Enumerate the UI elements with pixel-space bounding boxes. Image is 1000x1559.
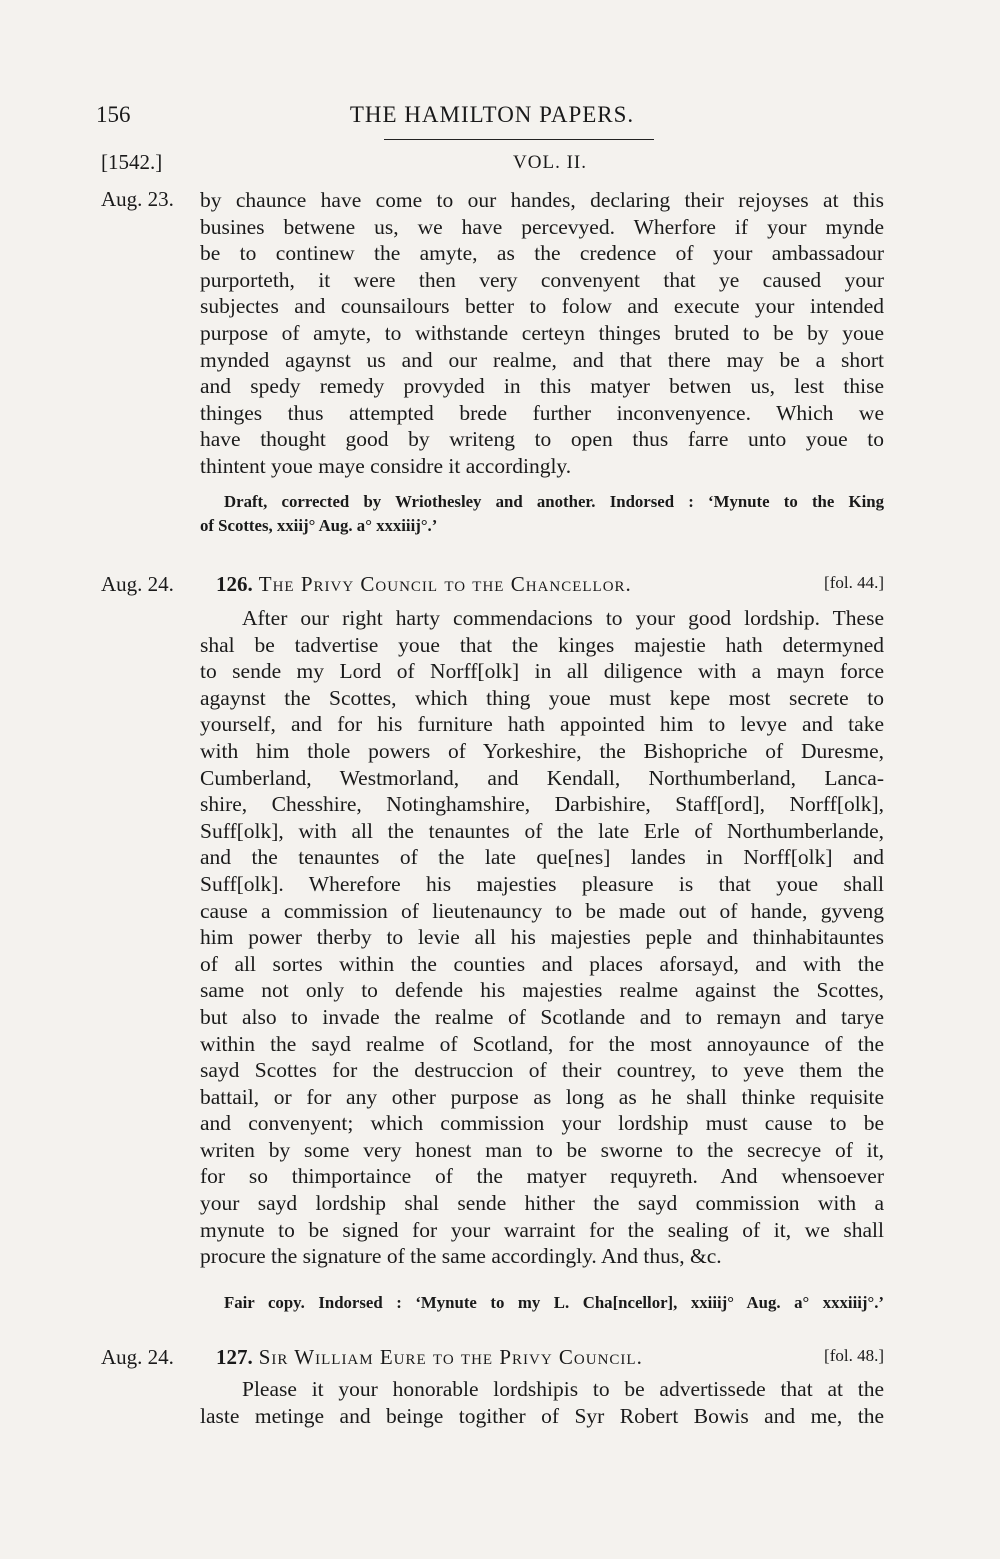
letter-text — [200, 1376, 884, 1429]
note-line: Draft, corrected by Wriothesley and another. Indorsed : ‘Mynute to the King — [224, 492, 884, 511]
document-number: 126. — [216, 572, 253, 596]
text-line: of all sortes within the counties and places aforsayd, and with the — [200, 951, 884, 976]
document-number: 127. — [216, 1345, 253, 1369]
text-line: writen by some very honest man to be sworne to the secrecye of it, — [200, 1137, 884, 1162]
text-line: within the sayd realme of Scotland, for the most annoyaunce of the — [200, 1031, 884, 1056]
text-line: sayd Scottes for the destruccion of their countrey, to yeve them the — [200, 1058, 884, 1083]
text-line: cause a commission of lieutenauncy to be made out of hande, gyveng — [200, 898, 884, 923]
text-line: shal be tadvertise youe that the kinges majestie hath determyned — [200, 632, 884, 657]
text-line: agaynst the Scottes, which thing youe must kepe most secrete to — [200, 685, 884, 710]
text-line: thintent youe maye considre it accordingly. — [200, 453, 572, 478]
page-number: 156 — [96, 102, 131, 127]
text-line: to sende my Lord of Norff[olk] in all diligence with a mayn force — [200, 659, 884, 684]
text-line: Suff[olk]. Wherefore his majesties pleasure is that youe shall — [200, 871, 884, 896]
folio-reference: [fol. 48.] — [824, 1346, 884, 1365]
text-line: purpose of amyte, to withstande certeyn thinges bruted to be by youe — [200, 320, 884, 345]
text-line: and convenyent; which commission your lordship must cause to be — [200, 1111, 884, 1136]
editorial-note — [200, 490, 884, 538]
margin-date: Aug. 24. — [101, 572, 174, 596]
document-heading — [216, 572, 884, 597]
editorial-note — [200, 1291, 884, 1315]
text-line: with him thole powers of Yorkeshire, the Bishopriche of Duresme, — [200, 738, 884, 763]
text-line: be to continew the amyte, as the credence of your ambassadour — [200, 241, 884, 266]
note-line: of Scottes, xxiij° Aug. a° xxxiiij°.’ — [200, 516, 438, 535]
margin-date: Aug. 24. — [101, 1345, 174, 1369]
margin-date: Aug. 23. — [101, 187, 174, 211]
text-line: for so thimportaince of the matyer requyreth. And whensoever — [200, 1164, 884, 1189]
margin-year: [1542.] — [101, 150, 163, 174]
text-line: mynute to be signed for your warraint for the sealing of it, we shall — [200, 1217, 884, 1242]
document-title: The Privy Council to the Chancellor. — [258, 572, 632, 596]
text-line: but also to invade the realme of Scotlande and to remayn and tarye — [200, 1004, 884, 1029]
text-line: your sayd lordship shal sende hither the sayd commission with a — [200, 1191, 884, 1216]
text-line: purporteth, it were then very convenyent that ye caused your — [200, 267, 884, 292]
text-line: Cumberland, Westmorland, and Kendall, Northumberland, Lanca- — [200, 765, 884, 790]
text-line: same not only to defende his majesties realme against the Scottes, — [200, 978, 884, 1003]
text-line: have thought good by writeng to open thus farre unto youe to — [200, 427, 884, 452]
text-line: battail, or for any other purpose as long as he shall thinke requisite — [200, 1084, 884, 1109]
note-line: Fair copy. Indorsed : ‘Mynute to my L. Cha[ncellor], xxiiij° Aug. a° xxxiiij°.’ — [224, 1293, 884, 1312]
text-line: Suff[olk], with all the tenauntes of the late Erle of Northumberlande, — [200, 818, 884, 843]
text-line: and spedy remedy provyded in this matyer betwen us, lest thise — [200, 374, 884, 399]
text-line: Please it your honorable lordshipis to be advertissede that at the — [242, 1377, 884, 1401]
text-line: and the tenauntes of the late que[nes] landes in Norff[olk] and — [200, 845, 884, 870]
document-heading — [216, 1345, 884, 1370]
letter-text — [200, 187, 884, 480]
text-line: busines betwene us, we have percevyed. Wherfore if your mynde — [200, 214, 884, 239]
text-line: After our right harty commendacions to your good lordship. These — [242, 606, 884, 630]
text-line: yourself, and for his furniture hath appointed him to levye and take — [200, 712, 884, 737]
letter-text — [200, 605, 884, 1270]
text-line: laste metinge and beinge togither of Syr Robert Bowis and me, the — [200, 1403, 884, 1428]
text-line: procure the signature of the same accordingly. And thus, &c. — [200, 1244, 722, 1269]
text-line: mynded agaynst us and our realme, and that there may be a short — [200, 347, 884, 372]
text-line: him power therby to levie all his majesties peple and thinhabitauntes — [200, 925, 884, 950]
folio-reference: [fol. 44.] — [824, 573, 884, 592]
running-title: THE HAMILTON PAPERS. — [349, 102, 635, 127]
page-header — [96, 100, 888, 140]
header-rule — [384, 139, 654, 140]
document-title: Sir William Eure to the Privy Council. — [258, 1345, 643, 1369]
volume-label: VOL. II. — [513, 152, 587, 173]
text-line: thinges thus attempted brede further inconvenyence. Which we — [200, 400, 884, 425]
text-line: subjectes and counsailours better to folow and execute your intended — [200, 294, 884, 319]
text-line: by chaunce have come to our handes, declaring their rejoyses at this — [200, 188, 884, 212]
text-line: shire, Chesshire, Notinghamshire, Darbishire, Staff[ord], Norff[olk], — [200, 792, 884, 817]
